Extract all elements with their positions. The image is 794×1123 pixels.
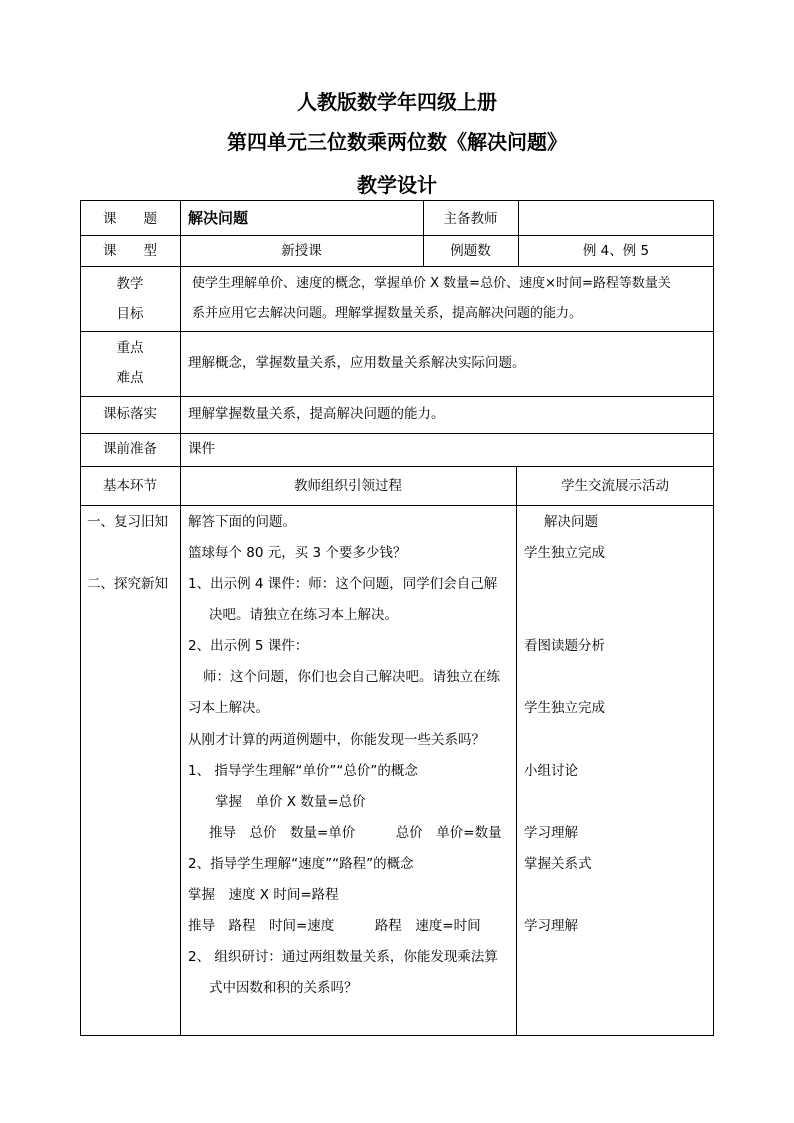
row-divider bbox=[80, 396, 714, 397]
teacher-line: 2、指导学生理解“速度”“路程”的概念 bbox=[188, 856, 414, 872]
teacher-line: 掌握 单价 X 数量=总价 bbox=[215, 794, 366, 810]
row-divider bbox=[80, 433, 714, 434]
col-divider bbox=[516, 466, 517, 1036]
row-divider bbox=[80, 331, 714, 332]
topic-value: 解决问题 bbox=[188, 209, 249, 227]
type-value: 新授课 bbox=[281, 243, 322, 259]
teacher-line: 掌握 速度 X 时间=路程 bbox=[188, 887, 339, 903]
student-line: 学生独立完成 bbox=[524, 700, 605, 716]
col-divider bbox=[180, 200, 181, 1036]
teacher-line: 从刚才计算的两道例题中，你能发现一些关系吗？ bbox=[188, 732, 485, 748]
student-line: 小组讨论 bbox=[524, 763, 578, 779]
examples-label: 例题数 bbox=[450, 243, 491, 259]
teacher-line: 推导 总价 数量=单价 总价 单价=数量 bbox=[209, 825, 502, 841]
prep-value: 课件 bbox=[188, 441, 215, 457]
standard-value: 理解掌握数量关系，提高解决问题的能力。 bbox=[188, 406, 445, 422]
student-line: 学生独立完成 bbox=[524, 545, 605, 561]
student-line: 学习理解 bbox=[524, 918, 578, 934]
col-student-header: 学生交流展示活动 bbox=[561, 478, 669, 494]
teacher-line: 习本上解决。 bbox=[188, 700, 269, 716]
key-value: 理解概念，掌握数量关系，应用数量关系解决实际问题。 bbox=[188, 355, 526, 371]
teacher-label: 主备教师 bbox=[443, 211, 498, 227]
goal-label-2: 目标 bbox=[116, 306, 144, 322]
student-line: 学习理解 bbox=[524, 825, 578, 841]
teacher-line: 2、出示例 5 课件： bbox=[188, 638, 309, 654]
goal-line-1: 使学生理解单价、速度的概念，掌握单价 X 数量=总价、速度×时间=路程等数量关 bbox=[192, 276, 671, 291]
row-divider bbox=[80, 266, 714, 267]
goal-line-2: 系并应用它去解决问题。理解掌握数量关系，提高解决问题的能力。 bbox=[192, 306, 583, 321]
key-label-1: 重点 bbox=[116, 340, 144, 356]
doc-title-line2: 第四单元三位数乘两位数《解决问题》 bbox=[227, 130, 567, 154]
standard-label: 课标落实 bbox=[103, 406, 157, 422]
teacher-line: 式中因数和积的关系吗？ bbox=[209, 980, 358, 996]
stage-explore: 二、探究新知 bbox=[87, 576, 168, 592]
teacher-line: 决吧。请独立在练习本上解决。 bbox=[209, 607, 398, 623]
doc-title-line3: 教学设计 bbox=[357, 173, 437, 197]
student-line: 掌握关系式 bbox=[524, 856, 592, 872]
prep-label: 课前准备 bbox=[103, 441, 157, 457]
row-divider bbox=[80, 235, 714, 236]
row-divider bbox=[80, 466, 714, 467]
teacher-line: 解答下面的问题。 bbox=[188, 514, 296, 530]
topic-label: 课 题 bbox=[103, 211, 157, 227]
key-label-2: 难点 bbox=[116, 370, 144, 386]
doc-title-line1: 人教版数学年四级上册 bbox=[297, 90, 497, 114]
col-teacher-header: 教师组织引领过程 bbox=[294, 478, 402, 494]
student-line: 解决问题 bbox=[544, 514, 598, 530]
examples-value: 例 4、例 5 bbox=[582, 243, 650, 259]
teacher-line: 1、出示例 4 课件：师：这个问题，同学们会自己解 bbox=[188, 576, 498, 592]
goal-label-1: 教学 bbox=[116, 276, 144, 292]
row-divider bbox=[80, 505, 714, 506]
teacher-line: 篮球每个 80 元，买 3 个要多少钱？ bbox=[188, 545, 407, 561]
student-line: 看图读题分析 bbox=[524, 638, 605, 654]
teacher-line: 1、 指导学生理解“单价”“总价”的概念 bbox=[188, 763, 418, 779]
stage-review: 一、复习旧知 bbox=[87, 514, 168, 530]
teacher-line: 推导 路程 时间=速度 路程 速度=时间 bbox=[188, 918, 481, 934]
teacher-line: 师：这个问题，你们也会自己解决吧。请独立在练 bbox=[203, 669, 500, 685]
teacher-line: 2、 组织研讨：通过两组数量关系，你能发现乘法算 bbox=[188, 949, 498, 965]
col-stage-header: 基本环节 bbox=[103, 478, 157, 494]
type-label: 课 型 bbox=[103, 243, 157, 259]
